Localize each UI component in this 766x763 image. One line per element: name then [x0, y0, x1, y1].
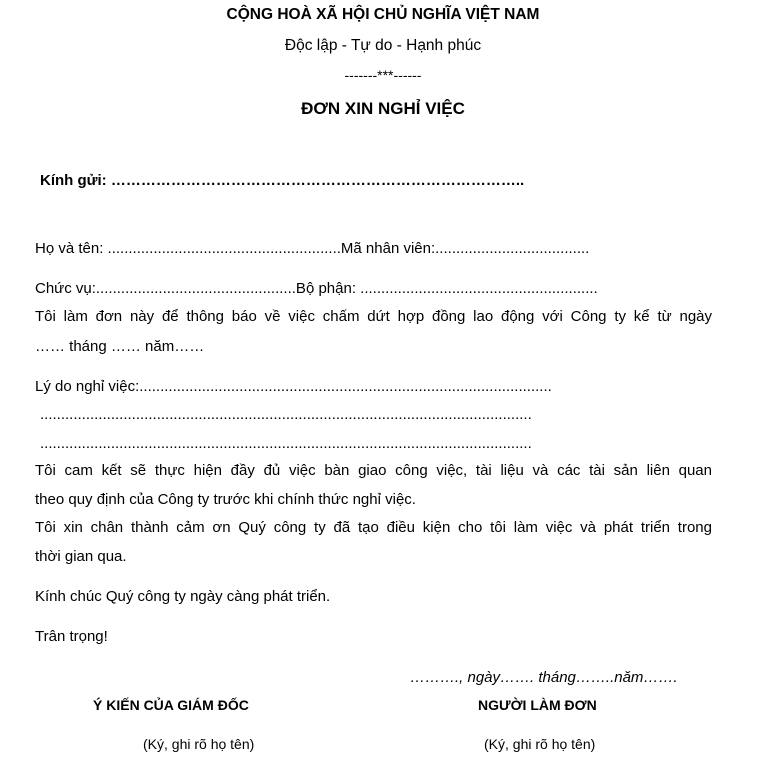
director-sign-note: (Ký, ghi rõ họ tên) — [143, 736, 255, 752]
reason-line-3: ...................................................................................................................... — [40, 435, 532, 452]
nation-heading: CỘNG HOÀ XÃ HỘI CHỦ NGHĨA VIỆT NAM — [226, 6, 540, 23]
position-field-line: Chức vụ:................................................Bộ phận: ......................................................... — [35, 280, 598, 297]
commitment-line-1: Tôi cam kết sẽ thực hiện đầy đủ việc bàn giao công việc, tài liệu và các tài sản liên quan — [35, 462, 712, 479]
document-title: ĐƠN XIN NGHỈ VIỆC — [301, 99, 465, 118]
director-opinion-title: Ý KIẾN CỦA GIÁM ĐỐC — [93, 697, 249, 713]
name-field-line: Họ và tên: ........................................................Mã nhân viên:..................................... — [35, 240, 590, 257]
regards: Trân trọng! — [35, 628, 108, 645]
closing-wish: Kính chúc Quý công ty ngày càng phát triển. — [35, 588, 331, 605]
applicant-title: NGƯỜI LÀM ĐƠN — [478, 697, 597, 713]
motto: Độc lập - Tự do - Hạnh phúc — [284, 37, 482, 54]
notice-line-2: …… tháng …… năm…… — [35, 338, 205, 355]
commitment-line-2: theo quy định của Công ty trước khi chính thức nghỉ việc. — [35, 491, 416, 508]
reason-line-1: Lý do nghỉ việc:................................................................................................... — [35, 378, 552, 395]
reason-line-2: ...................................................................................................................... — [40, 406, 532, 423]
recipient-line: Kính gửi: ……………………………………………………………………….. — [40, 172, 525, 189]
date-line: ………., ngày……. tháng……..năm……. — [410, 669, 678, 686]
separator: -------***------ — [344, 67, 422, 83]
thanks-line-1: Tôi xin chân thành cảm ơn Quý công ty đã tạo điều kiện cho tôi làm việc và phát triển trong — [35, 519, 712, 536]
applicant-sign-note: (Ký, ghi rõ họ tên) — [484, 736, 596, 752]
thanks-line-2: thời gian qua. — [35, 548, 127, 565]
notice-line-1: Tôi làm đơn này để thông báo về việc chấm dứt hợp đồng lao động với Công ty kể từ ngày — [35, 308, 712, 325]
